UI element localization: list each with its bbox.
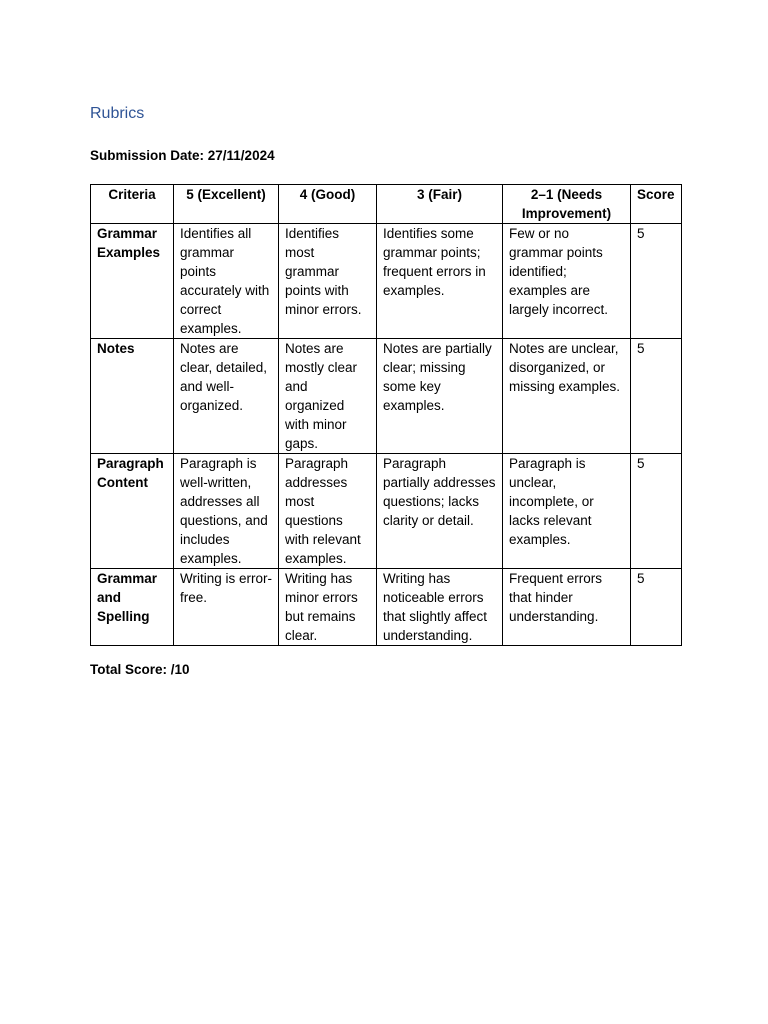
fair-cell: Paragraph partially addresses questions; lacks clarity or detail.	[377, 454, 503, 569]
column-header-criteria: Criteria	[91, 185, 174, 224]
needs-improvement-cell: Paragraph is unclear, incomplete, or lacks relevant examples.	[503, 454, 631, 569]
column-header-score: Score	[631, 185, 682, 224]
good-cell: Paragraph addresses most questions with relevant examples.	[279, 454, 377, 569]
excellent-cell: Writing is error-free.	[174, 569, 279, 646]
fair-cell: Identifies some grammar points; frequent errors in examples.	[377, 224, 503, 339]
table-header-row	[91, 185, 682, 224]
criteria-cell: Paragraph Content	[91, 454, 174, 569]
rubric-table	[90, 184, 682, 646]
needs-improvement-cell: Frequent errors that hinder understanding.	[503, 569, 631, 646]
column-header-fair: 3 (Fair)	[377, 185, 503, 224]
good-cell: Identifies most grammar points with minor errors.	[279, 224, 377, 339]
excellent-cell: Identifies all grammar points accurately with correct examples.	[174, 224, 279, 339]
table-row	[91, 454, 682, 569]
total-score: Total Score: /10	[90, 662, 190, 677]
score-cell: 5	[631, 339, 682, 454]
score-cell: 5	[631, 569, 682, 646]
criteria-cell: Notes	[91, 339, 174, 454]
needs-improvement-cell: Notes are unclear, disorganized, or missing examples.	[503, 339, 631, 454]
excellent-cell: Notes are clear, detailed, and well-organized.	[174, 339, 279, 454]
table-row	[91, 224, 682, 339]
column-header-excellent: 5 (Excellent)	[174, 185, 279, 224]
good-cell: Notes are mostly clear and organized with minor gaps.	[279, 339, 377, 454]
excellent-cell: Paragraph is well-written, addresses all questions, and includes examples.	[174, 454, 279, 569]
score-cell: 5	[631, 454, 682, 569]
criteria-cell: Grammar and Spelling	[91, 569, 174, 646]
good-cell: Writing has minor errors but remains clear.	[279, 569, 377, 646]
fair-cell: Writing has noticeable errors that slightly affect understanding.	[377, 569, 503, 646]
score-cell: 5	[631, 224, 682, 339]
table-row	[91, 569, 682, 646]
column-header-needs-improvement: 2–1 (Needs Improvement)	[503, 185, 631, 224]
document-title: Rubrics	[90, 105, 145, 122]
fair-cell: Notes are partially clear; missing some key examples.	[377, 339, 503, 454]
needs-improvement-cell: Few or no grammar points identified; examples are largely incorrect.	[503, 224, 631, 339]
table-row	[91, 339, 682, 454]
submission-date: Submission Date: 27/11/2024	[90, 148, 275, 163]
criteria-cell: Grammar Examples	[91, 224, 174, 339]
column-header-good: 4 (Good)	[279, 185, 377, 224]
